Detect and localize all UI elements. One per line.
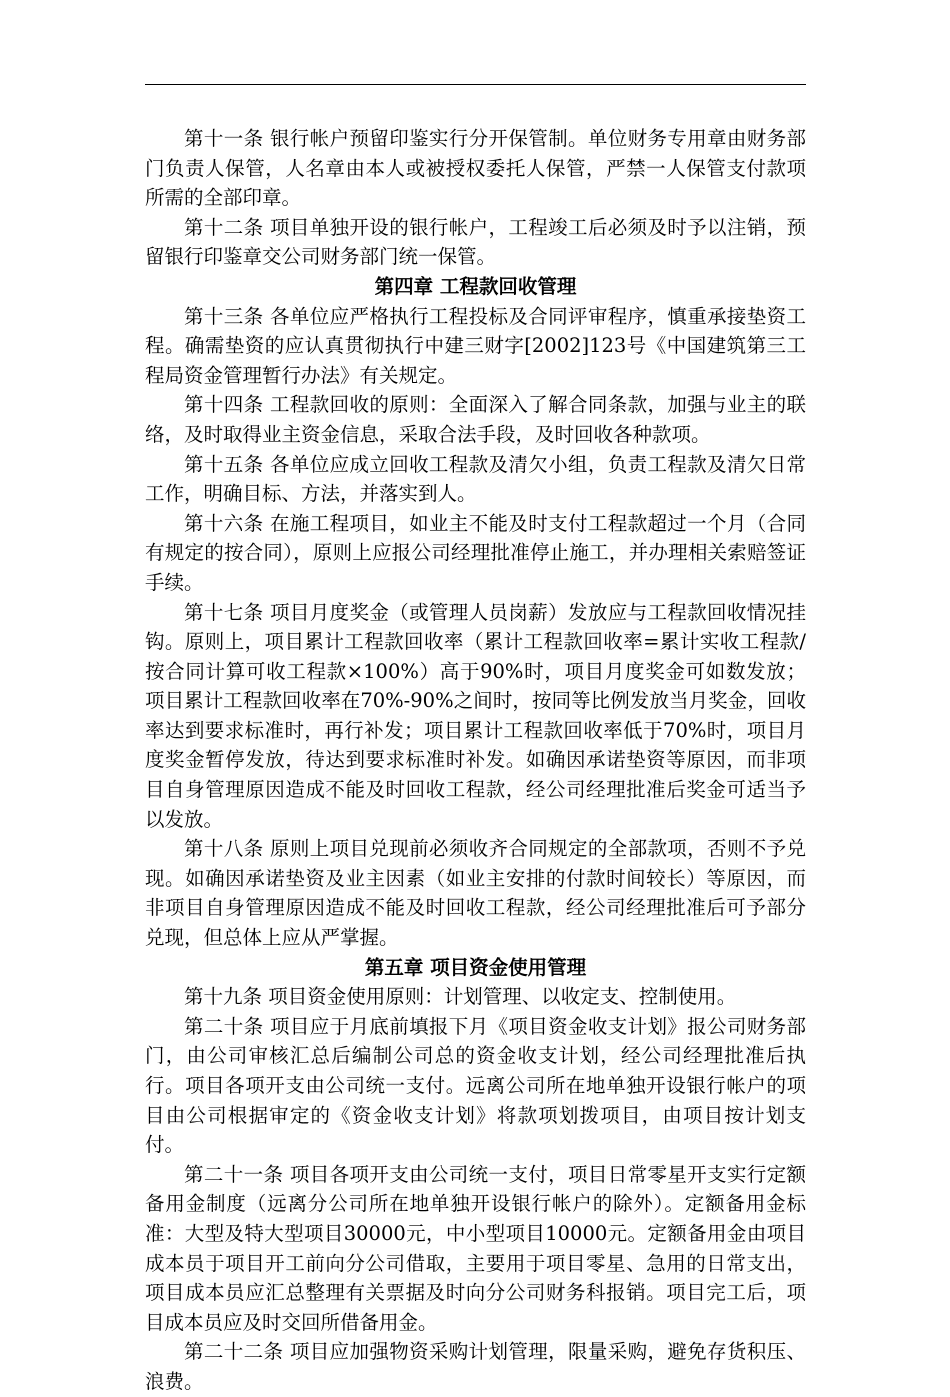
article-22: 第二十二条 项目应加强物资采购计划管理，限量采购，避免存货积压、浪费。 xyxy=(145,1340,806,1393)
article-18: 第十八条 原则上项目兑现前必须收齐合同规定的全部款项，否则不予兑现。如确因承诺垫资及业主因素（如业主安排的付款时间较长）等原因，而非项目自身管理原因造成不能及时回收工程款，经公司经理批准后可予部分兑现，但总体上应从严掌握。 xyxy=(145,837,806,950)
article-16: 第十六条 在施工程项目，如业主不能及时支付工程款超过一个月（合同有规定的按合同），原则上应报公司经理批准停止施工，并办理相关索赔签证手续。 xyxy=(145,511,806,594)
chapter-4-heading: 第四章 工程款回收管理 xyxy=(374,274,577,298)
article-14: 第十四条 工程款回收的原则：全面深入了解合同条款，加强与业主的联络，及时取得业主资金信息，采取合法手段，及时回收各种款项。 xyxy=(145,393,806,446)
article-12: 第十二条 项目单独开设的银行帐户，工程竣工后必须及时予以注销，预留银行印鉴章交公司财务部门统一保管。 xyxy=(145,215,806,269)
article-17: 第十七条 项目月度奖金（或管理人员岗薪）发放应与工程款回收情况挂钩。原则上，项目累计工程款回收率（累计工程款回收率=累计实收工程款/按合同计算可收工程款×100%）高于90%时，项目月度奖金可如数发放；项目累计工程款回收率在70%-90%之间时，按同等比例发放当月奖金，回收率达到要求标准时，再行补发；项目累计工程款回收率低于70%时，项目月度奖金暂停发放，待达到要求标准时补发。如确因承诺垫资等原因，而非项目自身管理原因造成不能及时回收工程款，经公司经理批准后奖金可适当予以发放。 xyxy=(145,600,806,831)
article-15: 第十五条 各单位应成立回收工程款及清欠小组，负责工程款及清欠日常工作，明确目标、方法，并落实到人。 xyxy=(145,452,806,506)
article-11: 第十一条 银行帐户预留印鉴实行分开保管制。单位财务专用章由财务部门负责人保管，人名章由本人或被授权委托人保管，严禁一人保管支付款项所需的全部印章。 xyxy=(145,127,806,210)
article-20: 第二十条 项目应于月底前填报下月《项目资金收支计划》报公司财务部门，由公司审核汇总后编制公司总的资金收支计划，经公司经理批准后执行。项目各项开支由公司统一支付。远离公司所在地单独开设银行帐户的项目由公司根据审定的《资金收支计划》将款项划拨项目，由项目按计划支付。 xyxy=(145,1014,806,1157)
chapter-5-heading: 第五章 项目资金使用管理 xyxy=(364,955,587,979)
header-rule xyxy=(145,84,806,85)
document-body xyxy=(145,124,806,1397)
article-21: 第二十一条 项目各项开支由公司统一支付，项目日常零星开支实行定额备用金制度（远离分公司所在地单独开设银行帐户的除外）。定额备用金标准：大型及特大型项目30000元，中小型项目10000元。定额备用金由项目成本员于项目开工前向分公司借取，主要用于项目零星、急用的日常支出，项目成本员应汇总整理有关票据及时向分公司财务科报销。项目完工后，项目成本员应及时交回所借备用金。 xyxy=(145,1162,806,1334)
article-19: 第十九条 项目资金使用原则：计划管理、以收定支、控制使用。 xyxy=(184,985,737,1009)
article-13: 第十三条 各单位应严格执行工程投标及合同评审程序，慎重承接垫资工程。确需垫资的应认真贯彻执行中建三财字[2002]123号《中国建筑第三工程局资金管理暂行办法》有关规定。 xyxy=(145,304,806,387)
